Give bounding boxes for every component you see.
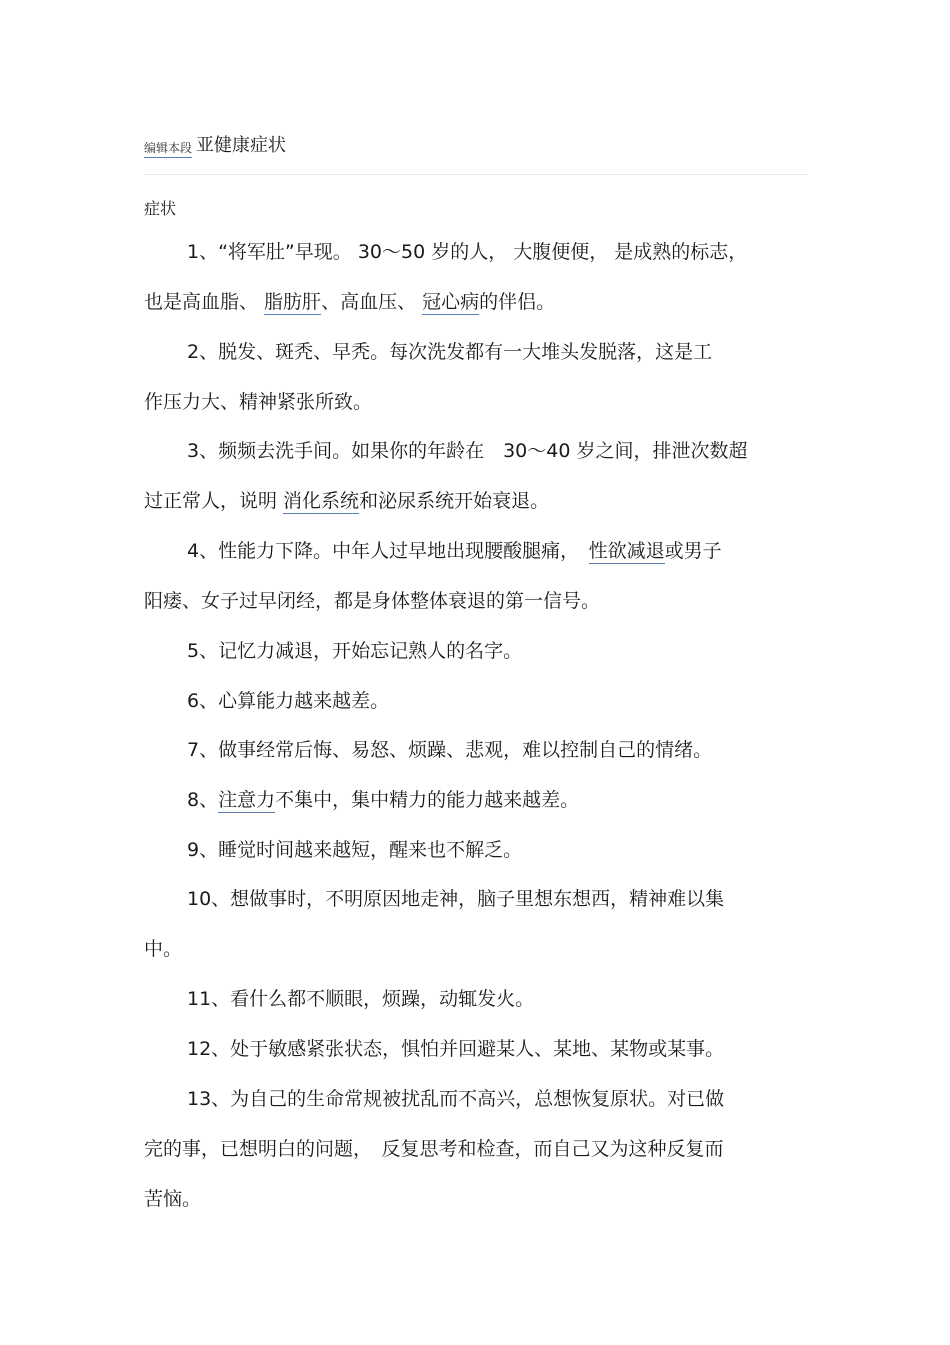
link-fatty-liver[interactable]: 脂肪肝: [264, 291, 322, 313]
symptom-3-line-2: [144, 488, 549, 514]
link-libido-decline[interactable]: 性欲减退: [588, 540, 665, 562]
symptom-5: 5、记忆力减退，开始忘记熟人的名字。: [187, 640, 523, 662]
text-span: 或男子: [664, 540, 722, 562]
symptom-9: 9、睡觉时间越来越短，醒来也不解乏。: [187, 839, 523, 861]
edit-section-link[interactable]: 编辑本段: [144, 140, 192, 158]
symptom-7: 7、做事经常后悔、易怒、烦躁、悲观，难以控制自己的情绪。: [187, 739, 713, 761]
link-coronary-heart-disease[interactable]: 冠心病: [422, 291, 480, 313]
symptom-2-line-2: 作压力大、精神紧张所致。: [144, 391, 373, 413]
link-attention[interactable]: 注意力: [218, 789, 276, 811]
text-span: 过正常人，说明: [144, 490, 284, 512]
symptom-2-line-1: 2、脱发、斑秃、早秃。每次洗发都有一大堆头发脱落，这是工: [187, 341, 713, 363]
text-span: 也是高血脂、: [144, 291, 265, 313]
text-span: 的伴侣。: [479, 291, 556, 313]
text-span: 和泌尿系统开始衰退。: [359, 490, 550, 512]
symptom-10-line-1: 10、想做事时，不明原因地走神，脑子里想东想西，精神难以集: [187, 888, 725, 910]
symptom-4-line-1: [187, 538, 722, 564]
sub-heading: 症状: [144, 199, 177, 218]
symptom-13-line-1: 13、为自己的生命常规被扰乱而不高兴，总想恢复原状。对已做: [187, 1088, 725, 1110]
symptom-11: 11、看什么都不顺眼，烦躁，动辄发火。: [187, 988, 535, 1010]
symptom-1-line-2: [144, 289, 555, 315]
symptom-6: 6、心算能力越来越差。: [187, 690, 390, 712]
link-digestive-system[interactable]: 消化系统: [283, 490, 360, 512]
symptom-13-line-3: 苦恼。: [144, 1188, 202, 1210]
text-span: 8、: [187, 789, 219, 811]
symptom-10-line-2: 中。: [144, 938, 183, 960]
symptom-3-line-1: 3、频频去洗手间。如果你的年龄在 30～40 岁之间，排泄次数超: [187, 440, 748, 462]
symptom-12: 12、处于敏感紧张状态，惧怕并回避某人、某地、某物或某事。: [187, 1038, 725, 1060]
symptom-1-line-1: 1、“将军肚”早现。 30～50 岁的人， 大腹便便， 是成熟的标志，: [187, 241, 748, 263]
symptom-13-line-2: 完的事，已想明白的问题， 反复思考和检查，而自己又为这种反复而: [144, 1138, 724, 1160]
text-span: 、高血压、: [321, 291, 423, 313]
text-span: 4、性能力下降。中年人过早地出现腰酸腿痛，: [187, 540, 589, 562]
symptom-8: [187, 787, 579, 813]
section-header: [144, 128, 286, 158]
section-title: 亚健康症状: [196, 135, 287, 156]
text-span: 不集中，集中精力的能力越来越差。: [275, 789, 580, 811]
symptom-4-line-2: 阳痿、女子过早闭经，都是身体整体衰退的第一信号。: [144, 590, 601, 612]
divider: [144, 174, 808, 175]
